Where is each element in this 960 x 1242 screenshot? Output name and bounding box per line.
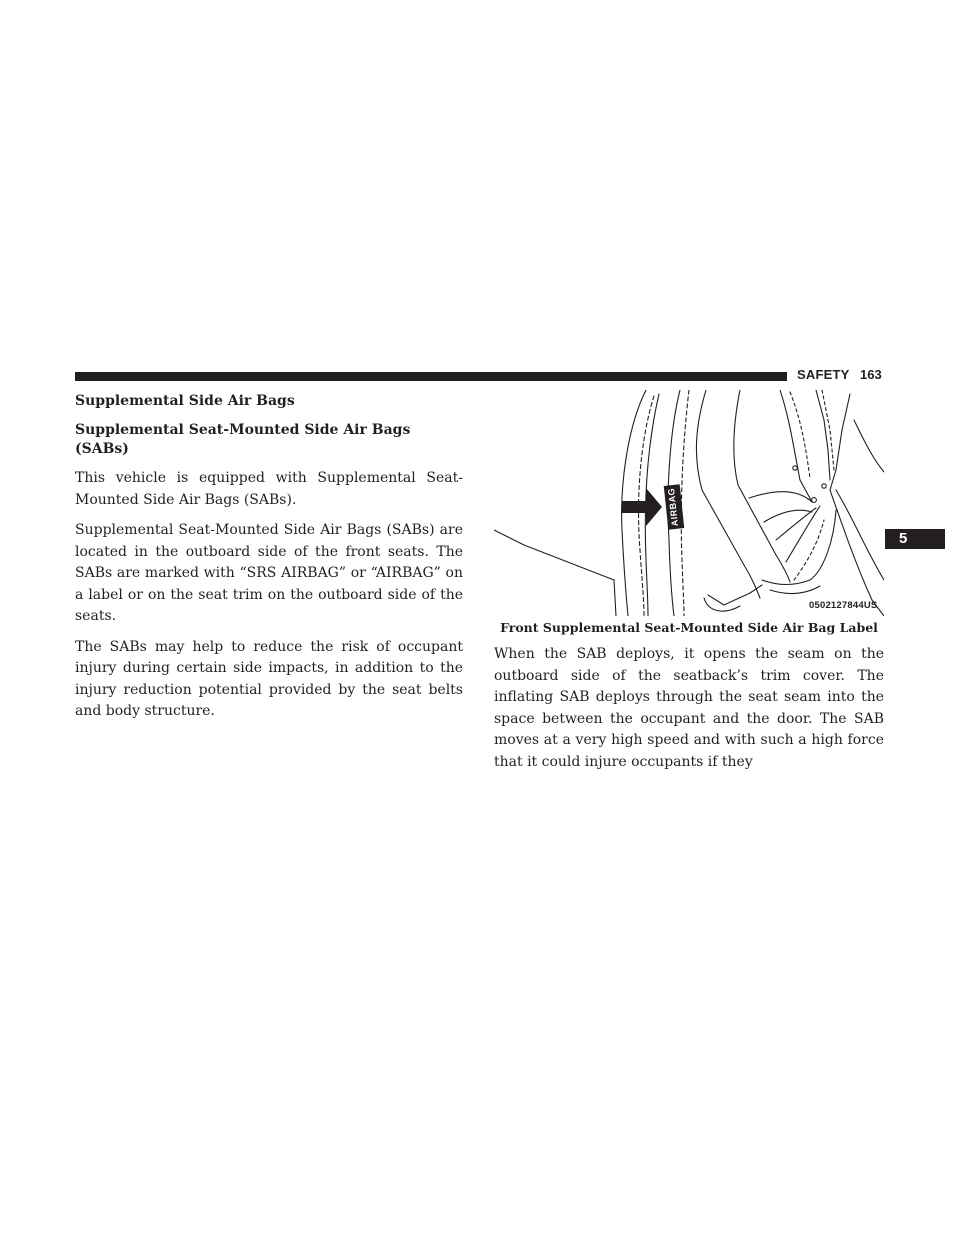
- page-number: 163: [860, 367, 882, 382]
- header-section-title: SAFETY: [797, 367, 850, 382]
- right-column: [494, 644, 884, 773]
- left-column: [75, 392, 463, 723]
- figure-caption: Front Supplemental Seat-Mounted Side Air Bag Label: [500, 620, 878, 635]
- seat-airbag-illustration: [494, 390, 884, 616]
- paragraph: The SABs may help to reduce the risk of occupant injury during certain side impacts, in addition to the injury reduction potential provided by the seat belts and body structure.: [75, 638, 463, 719]
- paragraph: This vehicle is equipped with Supplemental Seat-Mounted Side Air Bags (SABs).: [75, 470, 463, 508]
- header-rule: [75, 372, 787, 381]
- chapter-tab[interactable]: 5: [885, 529, 945, 549]
- airbag-label-text: AIRBAG: [666, 487, 680, 527]
- section-heading: Supplemental Side Air Bags: [75, 393, 295, 409]
- figure-id: 0502127844US: [809, 600, 878, 611]
- subsection-heading: Supplemental Seat-Mounted Side Air Bags (SABs): [75, 422, 411, 457]
- paragraph: Supplemental Seat-Mounted Side Air Bags (SABs) are located in the outboard side of the front seats. The SABs are marked with “SRS AIRBAG” or “AIRBAG” on a label or on the seat trim on the outboard side of the seats.: [75, 522, 463, 624]
- paragraph: When the SAB deploys, it opens the seam on the outboard side of the seatback’s trim cover. The inflating SAB deploys through the seat seam into the space between the occupant and the door. The SAB moves at a very high speed and with such a high force that it could injure occupants if they: [494, 646, 884, 770]
